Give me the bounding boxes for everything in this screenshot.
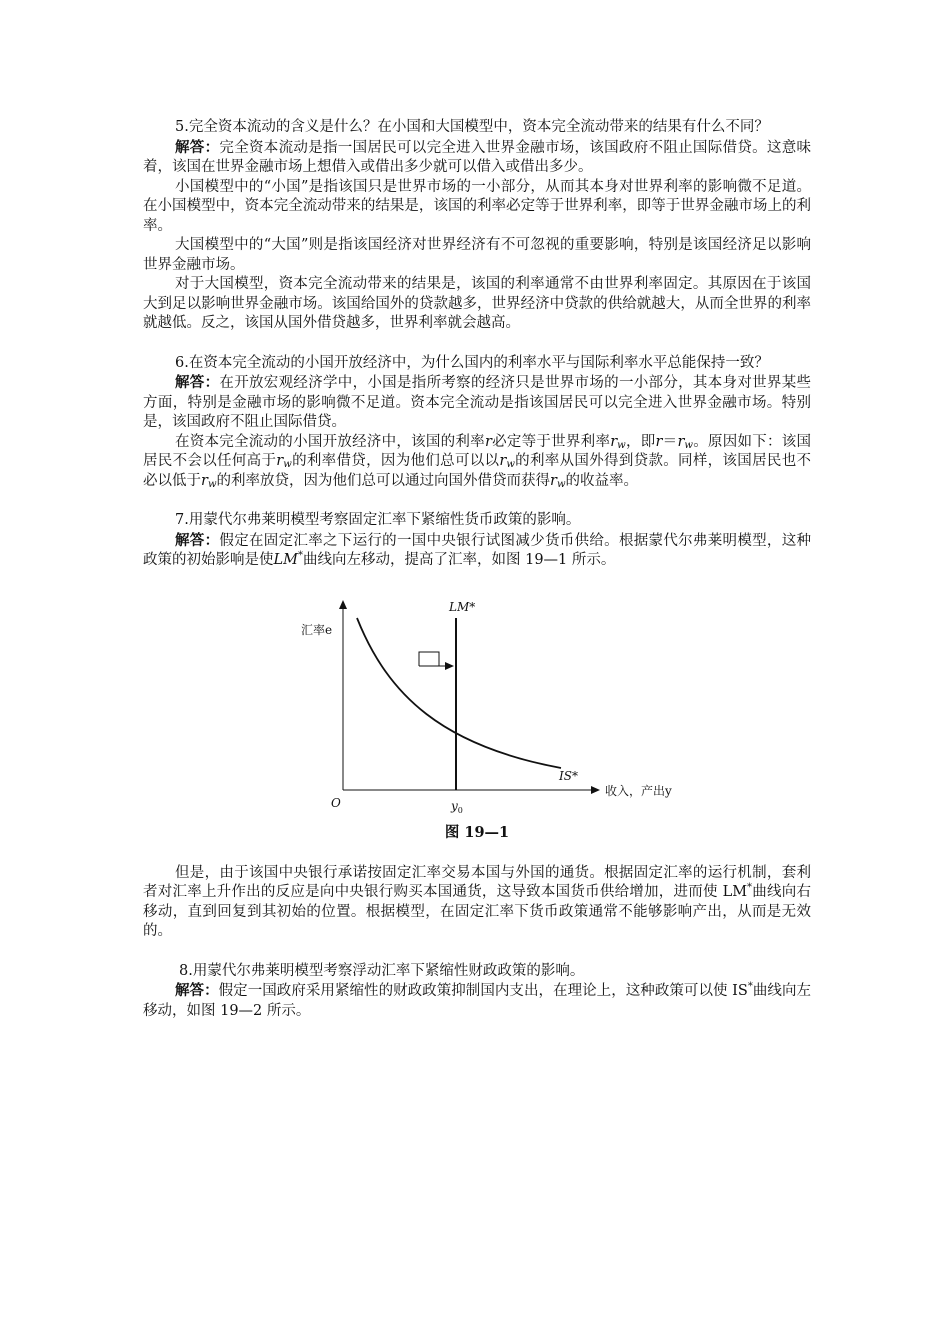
document-page xyxy=(143,118,811,1021)
q7-after-paragraph: 但是，由于该国中央银行承诺按固定汇率交易本国与外国的通货。根据固定汇率的运行机制，套利者对汇率上升作出的反应是向中央银行购买本国通货，这导致本国货币供给增加，进而使 LM*曲线向右移动，直到回复到其初始的位置。根据模型，在固定汇率下货币政策通常不能够影响产出，从而是无效的。 xyxy=(143,864,811,939)
mundell-fleming-chart xyxy=(143,596,811,826)
is-star-label: IS* xyxy=(559,768,578,783)
q6-question: 6.在资本完全流动的小国开放经济中，为什么国内的利率水平与国际利率水平总能保持一致？ xyxy=(175,354,769,371)
q7-answer: 解答：假定在固定汇率之下运行的一国中央银行试图减少货币供给。根据蒙代尔弗莱明模型，这种政策的初始影响是使LM*曲线向左移动，提高了汇率，如图 19—1 所示。 xyxy=(143,531,812,568)
q7-question: 7.用蒙代尔弗莱明模型考察固定汇率下紧缩性货币政策的影响。 xyxy=(175,512,581,528)
answer-label: 解答： xyxy=(175,531,220,549)
figure-caption: 图 19—1 xyxy=(444,823,510,841)
origin-label: O xyxy=(331,795,341,810)
q5-question: 5.完全资本流动的含义是什么？在小国和大国模型中，资本完全流动带来的结果有什么不同？ xyxy=(175,119,769,135)
q5-paragraph-large-model: 对于大国模型，资本完全流动带来的结果是，该国的利率通常不由世界利率固定。其原因在于该国大到足以影响世界金融市场。该国给国外的贷款越多，世界经济中贷款的供给就越大，从而全世界的利率就越低。反之，该国从国外借贷越多，世界利率就会越高。 xyxy=(143,276,811,331)
answer-label: 解答： xyxy=(175,138,220,156)
q5-paragraph-small-country: 小国模型中的“小国”是指该国只是世界市场的一小部分，从而其本身对世界利率的影响微不足道。在小国模型中，资本完全流动带来的结果是，该国的利率必定等于世界利率，即等于世界金融市场上的利率。 xyxy=(143,178,811,234)
x-axis-arrowhead xyxy=(591,786,600,794)
figure-19-1 xyxy=(143,596,811,864)
y-axis-arrowhead xyxy=(339,600,347,609)
answer-label: 解答： xyxy=(175,982,219,999)
q6-paragraph-interest: 在资本完全流动的小国开放经济中，该国的利率r必定等于世界利率$r_w$，即$r=r_w$。原因如下：该国居民不会以任何高于$r_w$的利率借贷，因为他们总可以以$r_w$的利率从国外得到贷款。同样，该国居民也不必以低于$r_w$的利率放贷，因为他们总可以通过向国外借贷而获得$r_w$的收益率。 xyxy=(143,433,812,490)
q5-answer: 解答：完全资本流动是指一国居民可以完全进入世界金融市场，该国政府不阻止国际借贷。这意味着，该国在世界金融市场上想借入或借出多少就可以借入或借出多少。 xyxy=(143,138,812,175)
q8-question: 8.用蒙代尔弗莱明模型考察浮动汇率下紧缩性财政政策的影响。 xyxy=(179,962,585,979)
q6-answer: 解答：在开放宏观经济学中，小国是指所考察的经济只是世界市场的一小部分，其本身对世界某些方面，特别是金融市场的影响微不足道。资本完全流动是指该国居民可以完全进入世界金融市场。特别是，该国政府不阻止国际借贷。 xyxy=(143,374,812,430)
shift-arrow-head xyxy=(445,662,454,670)
is-star-curve xyxy=(357,618,561,768)
answer-label: 解答： xyxy=(175,374,220,391)
q8-answer: 解答：假定一国政府采用紧缩性的财政政策抑制国内支出，在理论上，这种政策可以使 IS*曲线向左移动，如图 19—2 所示。 xyxy=(143,981,812,1019)
x-axis-label: 收入，产出y xyxy=(605,783,672,798)
lm-star-label: LM* xyxy=(449,599,476,614)
q5-paragraph-large-country: 大国模型中的“大国”则是指该国经济对世界经济有不可忽视的重要影响，特别是该国经济足以影响世界金融市场。 xyxy=(143,237,811,273)
shift-arrow-icon xyxy=(419,652,439,666)
x-tick-label: $y_0$ xyxy=(451,798,463,815)
y-axis-label: 汇率e xyxy=(301,622,333,637)
